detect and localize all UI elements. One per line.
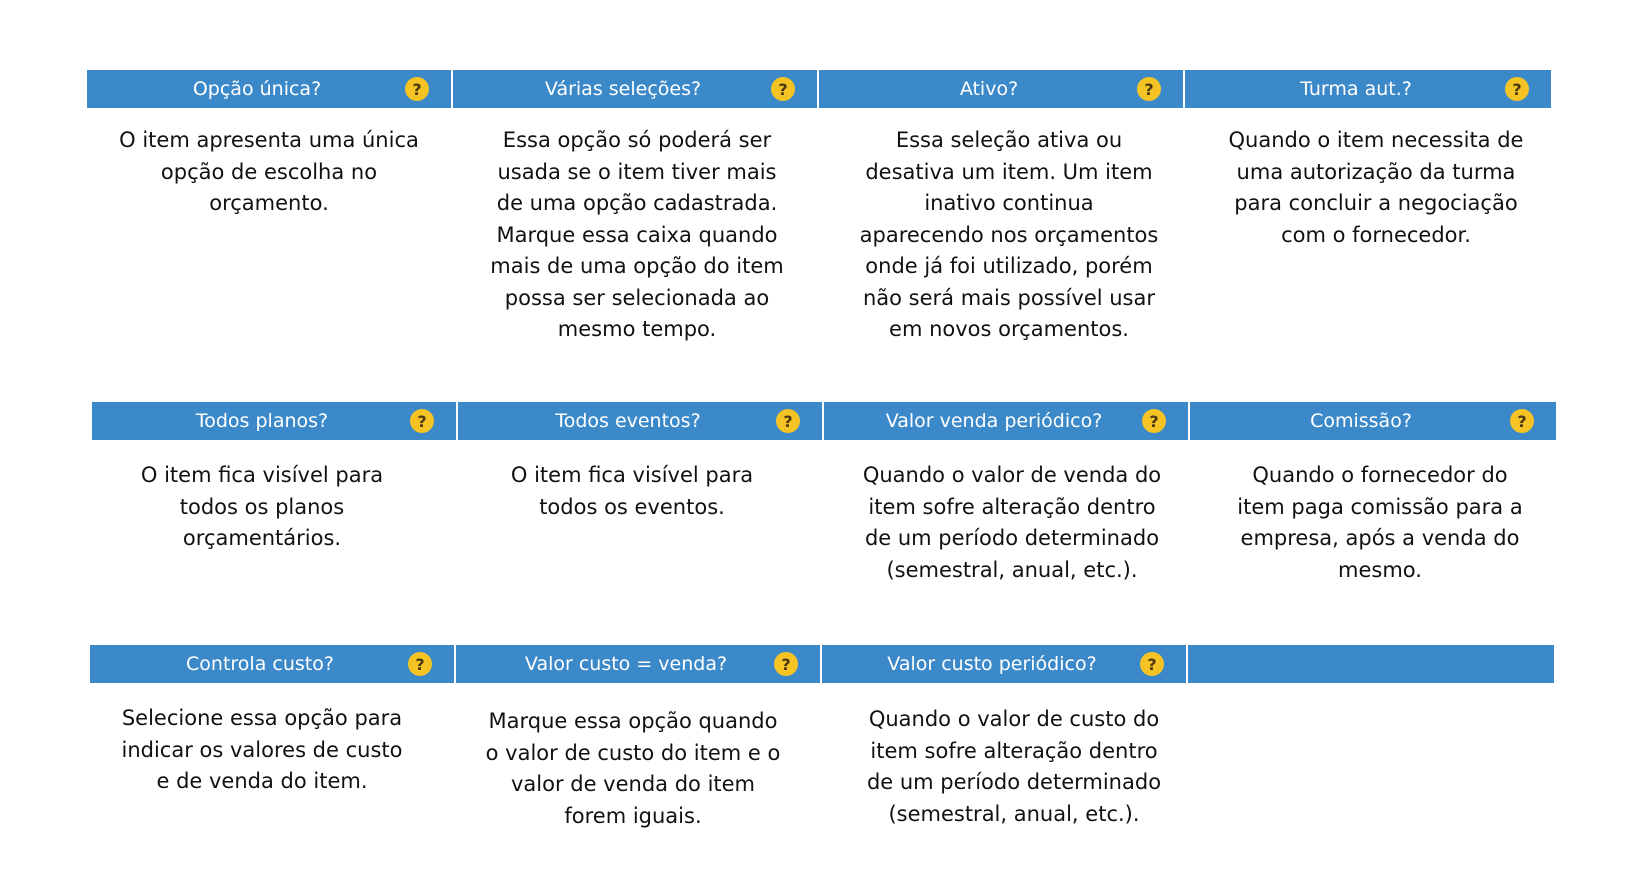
header-controla-custo bbox=[90, 645, 456, 683]
header-turma-aut bbox=[1185, 70, 1551, 108]
question-icon[interactable]: ? bbox=[1137, 77, 1161, 101]
header-todos-planos bbox=[92, 402, 458, 440]
question-icon[interactable]: ? bbox=[405, 77, 429, 101]
header-label: Valor custo = venda? bbox=[524, 653, 728, 675]
header-opcao-unica bbox=[87, 70, 453, 108]
header-label: Várias seleções? bbox=[544, 78, 702, 100]
description-varias-selecoes: Essa opção só poderá ser usada se o item tiver mais de uma opção cadastrada. Marque essa caixa quando mais de uma opção do item possa ser selecionada ao mesmo tempo. bbox=[490, 128, 784, 341]
header-row-2 bbox=[92, 402, 1556, 440]
question-icon[interactable]: ? bbox=[1142, 409, 1166, 433]
header-label: Turma aut.? bbox=[1300, 78, 1412, 100]
header-label: Comissão? bbox=[1310, 410, 1412, 432]
question-icon[interactable]: ? bbox=[771, 77, 795, 101]
header-comissao bbox=[1190, 402, 1556, 440]
description-comissao: Quando o fornecedor do item paga comissão para a empresa, após a venda do mesmo. bbox=[1237, 463, 1523, 582]
question-icon[interactable]: ? bbox=[1505, 77, 1529, 101]
header-label: Opção única? bbox=[192, 78, 322, 100]
header-row-3 bbox=[90, 645, 1554, 683]
question-icon[interactable]: ? bbox=[408, 652, 432, 676]
question-icon[interactable]: ? bbox=[1510, 409, 1534, 433]
header-ativo bbox=[819, 70, 1185, 108]
description-controla-custo: Selecione essa opção para indicar os valores de custo e de venda do item. bbox=[121, 706, 403, 793]
description-valor-custo-venda: Marque essa opção quando o valor de custo do item e o valor de venda do item forem iguais. bbox=[485, 709, 781, 828]
description-ativo: Essa seleção ativa ou desativa um item. Um item inativo continua aparecendo nos orçamentos onde já foi utilizado, porém não será mais possível usar em novos orçamentos. bbox=[859, 128, 1159, 341]
header-label: Ativo? bbox=[959, 78, 1019, 100]
header-label: Todos planos? bbox=[195, 410, 329, 432]
question-icon[interactable]: ? bbox=[410, 409, 434, 433]
question-icon[interactable]: ? bbox=[776, 409, 800, 433]
header-valor-venda-periodico bbox=[824, 402, 1190, 440]
description-todos-planos: O item fica visível para todos os planos orçamentários. bbox=[140, 463, 384, 550]
description-valor-venda-periodico: Quando o valor de venda do item sofre alteração dentro de um período determinado (semestral, anual, etc.). bbox=[862, 463, 1162, 582]
header-label: Controla custo? bbox=[186, 653, 334, 675]
header-label: Todos eventos? bbox=[555, 410, 701, 432]
header-label: Valor venda periódico? bbox=[885, 410, 1103, 432]
description-todos-eventos: O item fica visível para todos os eventos. bbox=[510, 463, 754, 519]
question-icon[interactable]: ? bbox=[1140, 652, 1164, 676]
description-turma-aut: Quando o item necessita de uma autorização da turma para concluir a negociação com o fornecedor. bbox=[1228, 128, 1524, 247]
header-empty bbox=[1188, 645, 1554, 683]
header-label: Valor custo periódico? bbox=[887, 653, 1097, 675]
header-valor-custo-periodico bbox=[822, 645, 1188, 683]
description-opcao-unica: O item apresenta uma única opção de escolha no orçamento. bbox=[119, 128, 419, 215]
description-valor-custo-periodico: Quando o valor de custo do item sofre alteração dentro de um período determinado (semestral, anual, etc.). bbox=[866, 707, 1162, 826]
header-valor-custo-venda bbox=[456, 645, 822, 683]
header-todos-eventos bbox=[458, 402, 824, 440]
header-row-1 bbox=[87, 70, 1551, 108]
question-icon[interactable]: ? bbox=[774, 652, 798, 676]
header-varias-selecoes bbox=[453, 70, 819, 108]
